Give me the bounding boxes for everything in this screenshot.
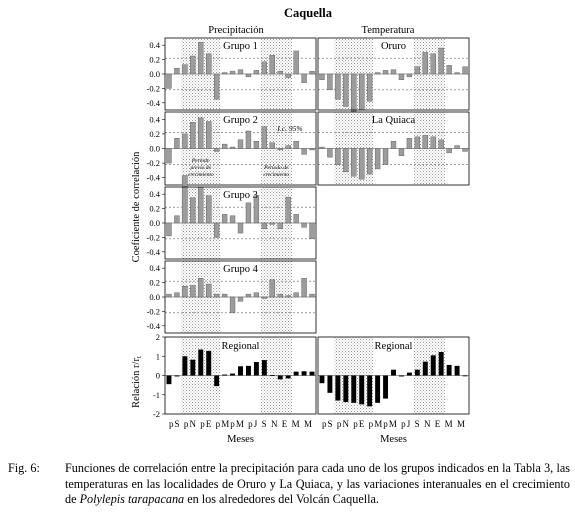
bar — [190, 285, 195, 297]
bar — [222, 144, 227, 148]
bar — [246, 294, 251, 297]
bar — [198, 187, 203, 223]
bar — [302, 371, 307, 375]
bar — [294, 293, 299, 297]
bar — [463, 67, 468, 74]
bar — [214, 376, 219, 387]
bar — [320, 74, 325, 80]
bar — [174, 68, 179, 74]
bar — [367, 74, 372, 101]
bar — [399, 74, 404, 80]
bar — [359, 149, 364, 180]
bar — [286, 376, 291, 379]
bar — [262, 127, 267, 149]
bar — [167, 74, 172, 88]
bar — [214, 223, 219, 237]
panel-grupo-4-precipitación — [147, 261, 316, 333]
bar — [415, 370, 420, 376]
bar — [278, 223, 283, 229]
bar — [351, 149, 356, 177]
bar — [278, 294, 283, 297]
y-tick-label: 0.0 — [149, 69, 160, 79]
annot-growth-period: crecimiento — [263, 172, 290, 178]
bar — [254, 293, 259, 297]
bar — [238, 223, 243, 233]
bar — [447, 149, 452, 153]
ci-label: I.c. 95% — [277, 124, 303, 133]
panel-regional-precipitación — [153, 332, 316, 445]
y-tick-label: -1 — [152, 389, 160, 400]
bar — [294, 141, 299, 148]
caption-text-before: Funciones de correlación entre la precipitación para cada uno de los grupos indicados en la Tabla 3, las temperaturas en las localidades de Oruro y La Quiaca, y las variaciones interanuales en el crecimiento de — [65, 461, 570, 506]
bar — [222, 294, 227, 297]
y-tick-label: -0.4 — [146, 320, 160, 331]
y-tick-label: -0.2 — [146, 83, 160, 94]
bar — [238, 70, 243, 74]
panel-label: Grupo 3 — [223, 190, 258, 201]
bar — [254, 362, 259, 375]
bar — [327, 74, 332, 90]
bar — [407, 138, 412, 148]
panel-label: Grupo 4 — [223, 264, 258, 275]
bar — [246, 366, 251, 376]
panel-label: Regional — [221, 341, 260, 352]
bar — [320, 376, 325, 384]
panel-grupo-1-precipitación — [147, 38, 316, 110]
bar — [455, 73, 460, 74]
bar — [294, 51, 299, 74]
y-tick-label: -0.4 — [146, 172, 160, 183]
bar — [455, 146, 460, 149]
bar — [167, 376, 172, 385]
caption-label: Fig. 6: — [8, 461, 40, 475]
bar — [351, 74, 356, 111]
bar — [270, 143, 275, 149]
bar — [206, 121, 211, 148]
bar — [359, 74, 364, 110]
bar — [182, 356, 187, 375]
bar — [206, 54, 211, 74]
y-tick-label: 0.2 — [149, 277, 160, 288]
bar — [343, 376, 348, 403]
caption-text-after: en los alrededores del Volcán Caquella. — [184, 492, 379, 506]
bar — [320, 147, 325, 148]
panel-grupo-2-precipitación — [147, 112, 316, 185]
panel-label: Oruro — [380, 41, 407, 52]
bar — [310, 223, 315, 239]
bar — [238, 140, 243, 149]
bar — [190, 198, 195, 223]
y-tick-label: -0.2 — [146, 158, 160, 169]
bar — [246, 74, 251, 77]
y-tick-label: 1 — [155, 351, 160, 362]
bar — [182, 65, 187, 74]
bar — [375, 376, 380, 403]
bar — [415, 137, 420, 149]
y-tick-label: 0.2 — [149, 203, 160, 214]
y-tick-label: -0.4 — [146, 246, 160, 257]
panel-la-quiaca-temperatura — [318, 112, 469, 185]
bar — [230, 297, 235, 313]
bar — [230, 216, 235, 223]
bar — [439, 140, 444, 149]
x-axis-label: Meses — [380, 434, 407, 445]
bar — [182, 286, 187, 297]
bar — [238, 366, 243, 375]
annot-growth-period: Período de — [264, 165, 289, 171]
annot-previous-period: previo de — [190, 165, 211, 171]
bar — [423, 52, 428, 74]
panel-label: La Quiaca — [371, 115, 416, 126]
bar — [391, 370, 396, 376]
bar — [262, 360, 267, 375]
bar — [198, 42, 203, 74]
y-tick-label: 0.4 — [149, 263, 160, 274]
bar — [270, 223, 275, 224]
bar — [399, 149, 404, 156]
bar — [310, 149, 315, 150]
bar — [310, 294, 315, 297]
bar — [310, 71, 315, 74]
bar — [302, 149, 307, 155]
bar — [238, 297, 243, 301]
y-axis-label-ratio: Relación r/rt — [131, 356, 143, 408]
x-tick-labels: pS pN pE pMpM pJ S N E M M — [322, 419, 465, 429]
panel-label: Grupo 1 — [223, 41, 258, 52]
y-tick-label: -0.2 — [146, 232, 160, 243]
y-tick-label: -0.2 — [146, 306, 160, 317]
bar — [278, 71, 283, 74]
caption-species: Polylepis tarapacana — [79, 492, 185, 506]
bar — [431, 54, 436, 74]
bar — [222, 375, 227, 376]
bar — [343, 149, 348, 172]
bar — [327, 376, 332, 393]
bar — [367, 376, 372, 407]
bar — [431, 355, 436, 375]
bar — [198, 118, 203, 149]
bar — [463, 149, 468, 152]
bar — [310, 372, 315, 376]
bar — [182, 134, 187, 149]
y-tick-label: 2 — [155, 332, 160, 342]
bar — [302, 278, 307, 297]
bar — [222, 73, 227, 74]
y-tick-label: 0.4 — [149, 40, 160, 51]
panel-regional-temperatura — [318, 337, 469, 445]
bar — [230, 71, 235, 74]
bar — [327, 149, 332, 158]
bar — [335, 149, 340, 165]
bar — [254, 70, 259, 74]
bar — [423, 362, 428, 376]
bar — [190, 56, 195, 74]
bar — [278, 376, 283, 380]
bar — [367, 149, 372, 175]
y-tick-label: -2 — [152, 409, 160, 419]
bar — [391, 141, 396, 148]
column-title-precipitacion: Precipitación — [208, 25, 264, 36]
caption-text — [65, 461, 570, 508]
bar — [383, 376, 388, 399]
bar — [198, 278, 203, 297]
bar — [206, 196, 211, 223]
y-tick-label: 0.2 — [149, 128, 160, 139]
y-tick-label: 0.0 — [149, 218, 160, 228]
bar — [286, 197, 291, 223]
y-tick-label: -0.4 — [146, 97, 160, 108]
bar — [407, 373, 412, 376]
bar — [286, 74, 291, 78]
bar — [335, 74, 340, 99]
x-tick-labels: pS pN pE pMpM pJ S N E M M — [169, 419, 312, 429]
bar — [278, 149, 283, 150]
y-axis-label-correlation: Coeficiente de correlación — [131, 151, 142, 263]
bar — [286, 296, 291, 297]
y-tick-label: 0.0 — [149, 143, 160, 154]
bar — [198, 350, 203, 376]
annot-previous-period: Período — [191, 158, 210, 164]
bar — [214, 74, 219, 99]
bar — [302, 223, 307, 227]
bar — [375, 149, 380, 169]
bar — [439, 352, 444, 375]
annot-previous-period: crecimiento — [187, 172, 214, 178]
bar — [190, 360, 195, 376]
panel-oruro-temperatura — [318, 38, 469, 111]
bar — [343, 74, 348, 106]
bar — [335, 376, 340, 401]
bar — [270, 55, 275, 74]
bar — [262, 223, 267, 229]
bar — [286, 146, 291, 149]
y-tick-label: 0.2 — [149, 54, 160, 65]
bar — [262, 297, 267, 298]
bar — [254, 141, 259, 148]
panel-grupo-3-precipitación — [146, 172, 316, 259]
bar — [190, 122, 195, 148]
bar — [294, 214, 299, 223]
bar — [407, 74, 412, 77]
bar — [214, 294, 219, 297]
bar — [230, 374, 235, 376]
bar — [206, 284, 211, 297]
bar — [246, 203, 251, 223]
column-title-temperatura: Temperatura — [361, 25, 415, 36]
panel-label: Grupo 2 — [223, 115, 258, 126]
y-tick-label: 0.0 — [149, 292, 160, 302]
bar — [463, 376, 468, 377]
bar — [262, 62, 267, 74]
bar — [270, 375, 275, 376]
bar — [167, 149, 172, 164]
bar — [222, 214, 227, 223]
bar — [167, 223, 172, 236]
bar — [230, 147, 235, 148]
y-tick-label: 0.4 — [149, 189, 160, 200]
y-tick-label: 0 — [155, 370, 160, 381]
bar — [455, 366, 460, 376]
bar — [431, 137, 436, 149]
bar — [391, 70, 396, 74]
bar — [375, 73, 380, 74]
bar — [182, 175, 187, 223]
bar — [359, 376, 364, 405]
bar — [302, 74, 307, 83]
x-axis-label: Meses — [227, 434, 254, 445]
bar — [174, 376, 179, 377]
bar — [270, 280, 275, 297]
bar — [174, 138, 179, 148]
bar — [415, 67, 420, 74]
figure-title: Caquella — [284, 6, 332, 20]
bar — [214, 149, 219, 152]
bar — [439, 48, 444, 74]
bar — [383, 149, 388, 165]
bar — [174, 293, 179, 297]
bar — [351, 376, 356, 403]
bar — [206, 351, 211, 376]
bar — [294, 372, 299, 376]
bar — [246, 131, 251, 149]
y-axis-label-ratio-subscript: t — [135, 356, 143, 359]
panel-label: Regional — [374, 341, 413, 352]
bar — [167, 294, 172, 297]
bar — [423, 135, 428, 148]
bar — [383, 70, 388, 74]
bar — [447, 365, 452, 376]
bar — [447, 65, 452, 74]
y-tick-label: 0.4 — [149, 114, 160, 125]
bar — [174, 216, 179, 223]
bar — [399, 376, 404, 377]
